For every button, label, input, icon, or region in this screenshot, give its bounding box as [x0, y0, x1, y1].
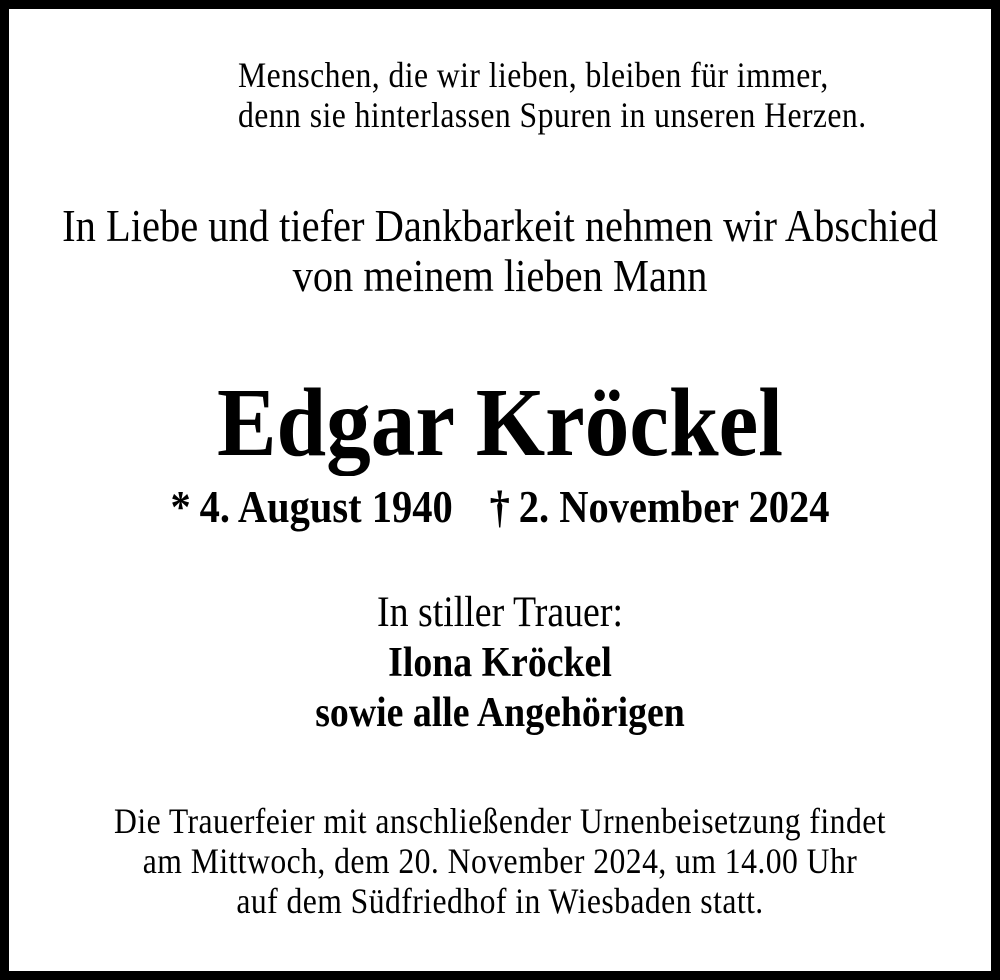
mourner-name: Ilona Kröckel	[388, 640, 612, 686]
ceremony-details-line-3: auf dem Südfriedhof in Wiesbaden statt.	[236, 881, 764, 921]
ceremony-details-line-1: Die Trauerfeier mit anschließender Urnenbeisetzung findet	[114, 801, 886, 841]
mourner-name: sowie alle Angehörigen	[315, 690, 685, 736]
mourning-label: In stiller Trauer:	[377, 589, 623, 636]
farewell-statement	[0, 201, 1000, 301]
farewell-statement-line-2: von meinem lieben Mann	[292, 250, 708, 301]
ceremony-details	[0, 801, 1000, 921]
deceased-name: Edgar Kröckel	[216, 369, 783, 476]
birth-date-group	[171, 481, 453, 532]
mourners-list	[0, 638, 1000, 738]
opening-quote	[238, 55, 867, 135]
death-date: 2. November 2024	[518, 481, 830, 532]
death-date-group	[490, 481, 830, 532]
birth-date: 4. August 1940	[199, 481, 453, 532]
farewell-statement-line-1: In Liebe und tiefer Dankbarkeit nehmen wir Abschied	[62, 200, 938, 251]
birth-star-symbol: *	[170, 481, 191, 532]
ceremony-details-line-2: am Mittwoch, dem 20. November 2024, um 14.00 Uhr	[142, 841, 858, 881]
opening-quote-line-1: Menschen, die wir lieben, bleiben für immer,	[238, 55, 829, 95]
life-dates	[0, 482, 1000, 532]
death-cross-symbol: †	[489, 481, 510, 532]
opening-quote-line-2: denn sie hinterlassen Spuren in unseren Herzen.	[238, 95, 867, 135]
